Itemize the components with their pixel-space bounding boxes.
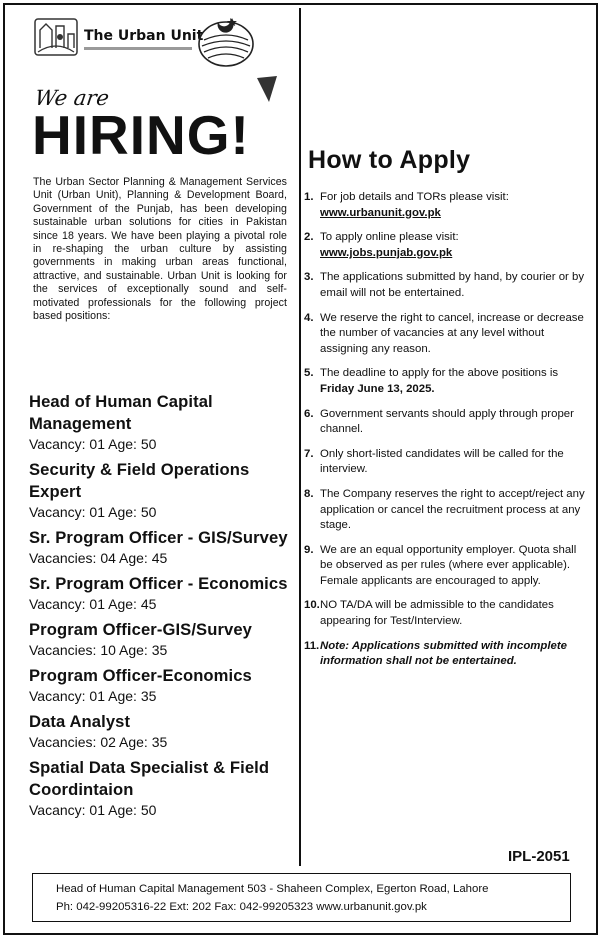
position-item xyxy=(29,391,297,454)
apply-step: 3. The applications submitted by hand, by courier or by email will not be entertained. xyxy=(304,271,585,299)
position-item xyxy=(29,527,297,568)
position-meta: Vacancies: 10 Age: 35 xyxy=(29,642,168,658)
position-title: Program Officer-Economics xyxy=(29,666,252,685)
position-item xyxy=(29,459,297,522)
apply-step: 6. Government servants should apply through proper channel. xyxy=(304,407,574,436)
position-item xyxy=(29,619,297,660)
apply-online-link[interactable]: www.jobs.punjab.gov.pk xyxy=(320,246,453,259)
apply-steps-list xyxy=(304,190,586,679)
position-item xyxy=(29,711,297,752)
position-title: Program Officer-GIS/Survey xyxy=(29,620,253,639)
apply-step: 5. The deadline to apply for the above positions is Friday June 13, 2025. xyxy=(304,367,559,395)
reference-number: IPL-2051 xyxy=(508,848,570,865)
footer-contact: Ph: 042-99205316-22 Ext: 202 Fax: 042-99205323 www.urbanunit.gov.pk xyxy=(56,901,427,913)
position-meta: Vacancy: 01 Age: 50 xyxy=(29,504,157,520)
position-title: Spatial Data Specialist & Field Coordintaion xyxy=(29,758,270,799)
apply-step: 9. We are an equal opportunity employer. Quota shall be observed as per rules (where ever applicable). Female applicants are encouraged to apply. xyxy=(304,543,577,587)
apply-step: 11. Note: Applications submitted with incomplete information shall not be entertained. xyxy=(304,639,568,668)
position-title: Security & Field Operations Expert xyxy=(29,460,250,501)
position-title: Head of Human Capital Management xyxy=(29,392,213,433)
urban-unit-logo-icon xyxy=(34,18,78,56)
position-title: Sr. Program Officer - Economics xyxy=(29,574,288,593)
job-details-link[interactable]: www.urbanunit.gov.pk xyxy=(320,206,441,219)
intro-paragraph: The Urban Sector Planning & Management Services Unit (Urban Unit), Planning & Development Board, Government of the Punjab, has been developing sustainable urban solutions for cities in Pakistan since 18 years. We have been playing a pivotal role in re-shaping the urban culture by assisting governments in making urban areas functional, attractive, and sustainable. Urban Unit is looking for the services of exceptionally sound and self-motivated professionals for the following project based positions: xyxy=(33,176,287,323)
position-item xyxy=(29,665,297,706)
position-meta: Vacancy: 01 Age: 50 xyxy=(29,802,157,818)
position-title: Sr. Program Officer - GIS/Survey xyxy=(29,528,288,547)
position-meta: Vacancy: 01 Age: 45 xyxy=(29,596,157,612)
apply-step: 4. We reserve the right to cancel, increase or decrease the number of vacancies at any level without assigning any reason. xyxy=(304,311,584,355)
arrow-mark-icon xyxy=(255,74,279,104)
position-meta: Vacancy: 01 Age: 50 xyxy=(29,436,157,452)
we-are-text: We are xyxy=(33,86,111,110)
deadline-date: Friday June 13, 2025. xyxy=(320,382,435,395)
column-divider xyxy=(299,8,301,866)
apply-step: 2. To apply online please visit: www.jobs.punjab.gov.pk xyxy=(304,230,586,261)
position-item xyxy=(29,757,297,820)
position-meta: Vacancies: 02 Age: 35 xyxy=(29,734,168,750)
position-meta: Vacancy: 01 Age: 35 xyxy=(29,688,157,704)
government-seal-icon xyxy=(196,12,256,68)
position-item xyxy=(29,573,297,614)
org-name: The Urban Unit xyxy=(84,28,204,44)
footer-address: Head of Human Capital Management 503 - Shaheen Complex, Egerton Road, Lahore xyxy=(56,883,489,895)
org-tagline-bar xyxy=(84,47,192,50)
footer-box xyxy=(32,873,571,922)
hiring-headline: HIRING! xyxy=(32,104,250,166)
how-to-apply-title: How to Apply xyxy=(308,146,471,174)
apply-step: 7. Only short-listed candidates will be called for the interview. xyxy=(304,447,564,476)
apply-step: 10. NO TA/DA will be admissible to the candidates appearing for Test/Interview. xyxy=(304,599,554,628)
positions-list xyxy=(29,391,297,825)
apply-step: 1. For job details and TORs please visit: www.urbanunit.gov.pk xyxy=(304,190,586,221)
position-title: Data Analyst xyxy=(29,712,131,731)
position-meta: Vacancies: 04 Age: 45 xyxy=(29,550,168,566)
apply-step: 8. The Company reserves the right to accept/reject any application or cancel the recruitment process at any stage. xyxy=(304,487,585,532)
